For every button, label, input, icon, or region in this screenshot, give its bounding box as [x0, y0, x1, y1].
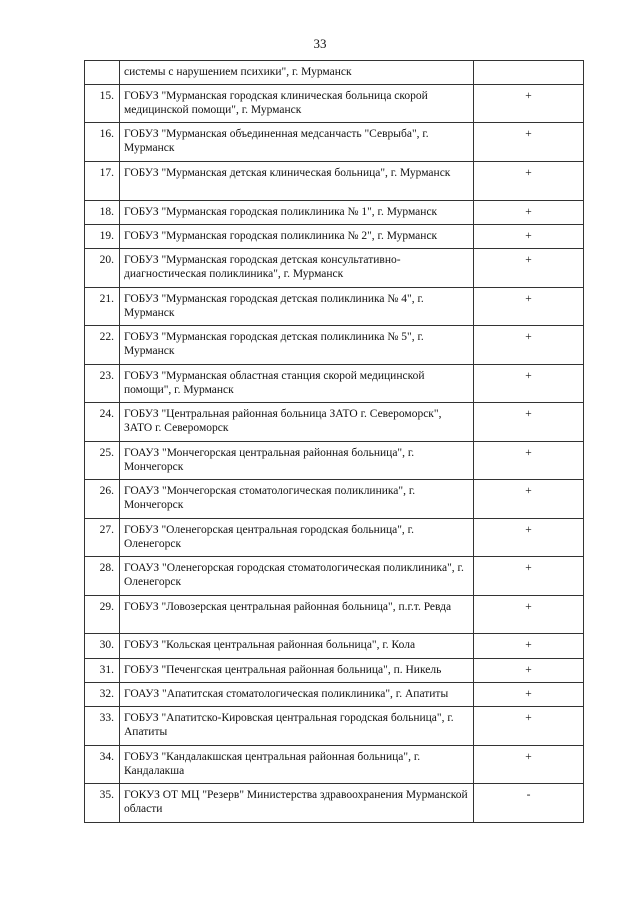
- table-row: [85, 403, 584, 442]
- institution-name: ГОБУЗ "Мурманская городская клиническая больница скорой медицинской помощи", г. Мурманск: [120, 85, 474, 123]
- institution-name: ГОКУЗ ОТ МЦ "Резерв" Министерства здравоохранения Мурманской области: [120, 784, 474, 823]
- row-number: 16.: [85, 123, 120, 162]
- participation-mark: +: [474, 659, 584, 683]
- row-number: 25.: [85, 442, 120, 480]
- institution-name: ГОБУЗ "Мурманская городская детская поликлиника № 4", г. Мурманск: [120, 288, 474, 326]
- table-row: [85, 326, 584, 365]
- participation-mark: +: [474, 123, 584, 162]
- participation-mark: +: [474, 162, 584, 201]
- table-row: [85, 746, 584, 784]
- institution-name: ГОБУЗ "Ловозерская центральная районная больница", п.г.т. Ревда: [120, 596, 474, 634]
- institution-name: ГОАУЗ "Оленегорская городская стоматологическая поликлиника", г. Оленегорск: [120, 557, 474, 596]
- row-number: 15.: [85, 85, 120, 123]
- institution-name: ГОБУЗ "Кольская центральная районная больница", г. Кола: [120, 634, 474, 659]
- table-row: [85, 784, 584, 823]
- institutions-table-body: [85, 61, 584, 823]
- table-row: [85, 683, 584, 707]
- row-number: 26.: [85, 480, 120, 519]
- participation-mark: +: [474, 288, 584, 326]
- table-row: [85, 225, 584, 249]
- row-number: 19.: [85, 225, 120, 249]
- institution-name: ГОБУЗ "Мурманская областная станция скорой медицинской помощи", г. Мурманск: [120, 365, 474, 403]
- participation-mark: +: [474, 442, 584, 480]
- table-row: [85, 707, 584, 746]
- table-row: [85, 480, 584, 519]
- row-number: 29.: [85, 596, 120, 634]
- participation-mark: +: [474, 596, 584, 634]
- institution-name: ГОБУЗ "Центральная районная больница ЗАТО г. Североморск", ЗАТО г. Североморск: [120, 403, 474, 442]
- table-row: [85, 201, 584, 225]
- table-row: [85, 596, 584, 634]
- institution-name: ГОАУЗ "Мончегорская центральная районная больница", г. Мончегорск: [120, 442, 474, 480]
- institution-name: ГОБУЗ "Мурманская городская поликлиника № 2", г. Мурманск: [120, 225, 474, 249]
- participation-mark: +: [474, 746, 584, 784]
- participation-mark: +: [474, 683, 584, 707]
- row-number: 18.: [85, 201, 120, 225]
- participation-mark: +: [474, 480, 584, 519]
- table-row: [85, 442, 584, 480]
- row-number: 24.: [85, 403, 120, 442]
- institutions-table: [84, 60, 584, 823]
- row-number: 22.: [85, 326, 120, 365]
- table-row: [85, 634, 584, 659]
- table-row: [85, 659, 584, 683]
- table-row: [85, 365, 584, 403]
- participation-mark: +: [474, 201, 584, 225]
- row-number: 17.: [85, 162, 120, 201]
- table-row: [85, 85, 584, 123]
- row-number: 21.: [85, 288, 120, 326]
- row-number: 30.: [85, 634, 120, 659]
- participation-mark: +: [474, 326, 584, 365]
- row-number: 34.: [85, 746, 120, 784]
- participation-mark: +: [474, 634, 584, 659]
- participation-mark: +: [474, 225, 584, 249]
- participation-mark: [474, 61, 584, 85]
- table-row: [85, 519, 584, 557]
- institution-name: системы с нарушением психики", г. Мурманск: [120, 61, 474, 85]
- participation-mark: +: [474, 85, 584, 123]
- institution-name: ГОБУЗ "Мурманская городская поликлиника № 1", г. Мурманск: [120, 201, 474, 225]
- table-row: [85, 249, 584, 288]
- page-number: 33: [313, 36, 327, 51]
- row-number: 35.: [85, 784, 120, 823]
- institution-name: ГОБУЗ "Мурманская объединенная медсанчасть "Севрыба", г. Мурманск: [120, 123, 474, 162]
- institution-name: ГОБУЗ "Печенгская центральная районная больница", п. Никель: [120, 659, 474, 683]
- participation-mark: +: [474, 557, 584, 596]
- row-number: 23.: [85, 365, 120, 403]
- participation-mark: +: [474, 519, 584, 557]
- row-number: 32.: [85, 683, 120, 707]
- row-number: 28.: [85, 557, 120, 596]
- table-row: [85, 557, 584, 596]
- row-number: 33.: [85, 707, 120, 746]
- table-row: [85, 162, 584, 201]
- participation-mark: +: [474, 249, 584, 288]
- institution-name: ГОБУЗ "Оленегорская центральная городская больница", г. Оленегорск: [120, 519, 474, 557]
- row-number: [85, 61, 120, 85]
- institution-name: ГОБУЗ "Апатитско-Кировская центральная городская больница", г. Апатиты: [120, 707, 474, 746]
- institution-name: ГОБУЗ "Мурманская городская детская поликлиника № 5", г. Мурманск: [120, 326, 474, 365]
- institution-name: ГОБУЗ "Мурманская детская клиническая больница", г. Мурманск: [120, 162, 474, 201]
- table-row: [85, 288, 584, 326]
- participation-mark: +: [474, 403, 584, 442]
- institution-name: ГОБУЗ "Кандалакшская центральная районная больница", г. Кандалакша: [120, 746, 474, 784]
- institution-name: ГОАУЗ "Апатитская стоматологическая поликлиника", г. Апатиты: [120, 683, 474, 707]
- participation-mark: -: [474, 784, 584, 823]
- institution-name: ГОБУЗ "Мурманская городская детская консультативно-диагностическая поликлиника", г. Мурманск: [120, 249, 474, 288]
- table-row: [85, 123, 584, 162]
- row-number: 27.: [85, 519, 120, 557]
- participation-mark: +: [474, 365, 584, 403]
- institution-name: ГОАУЗ "Мончегорская стоматологическая поликлиника", г. Мончегорск: [120, 480, 474, 519]
- row-number: 20.: [85, 249, 120, 288]
- participation-mark: +: [474, 707, 584, 746]
- table-row: [85, 61, 584, 85]
- row-number: 31.: [85, 659, 120, 683]
